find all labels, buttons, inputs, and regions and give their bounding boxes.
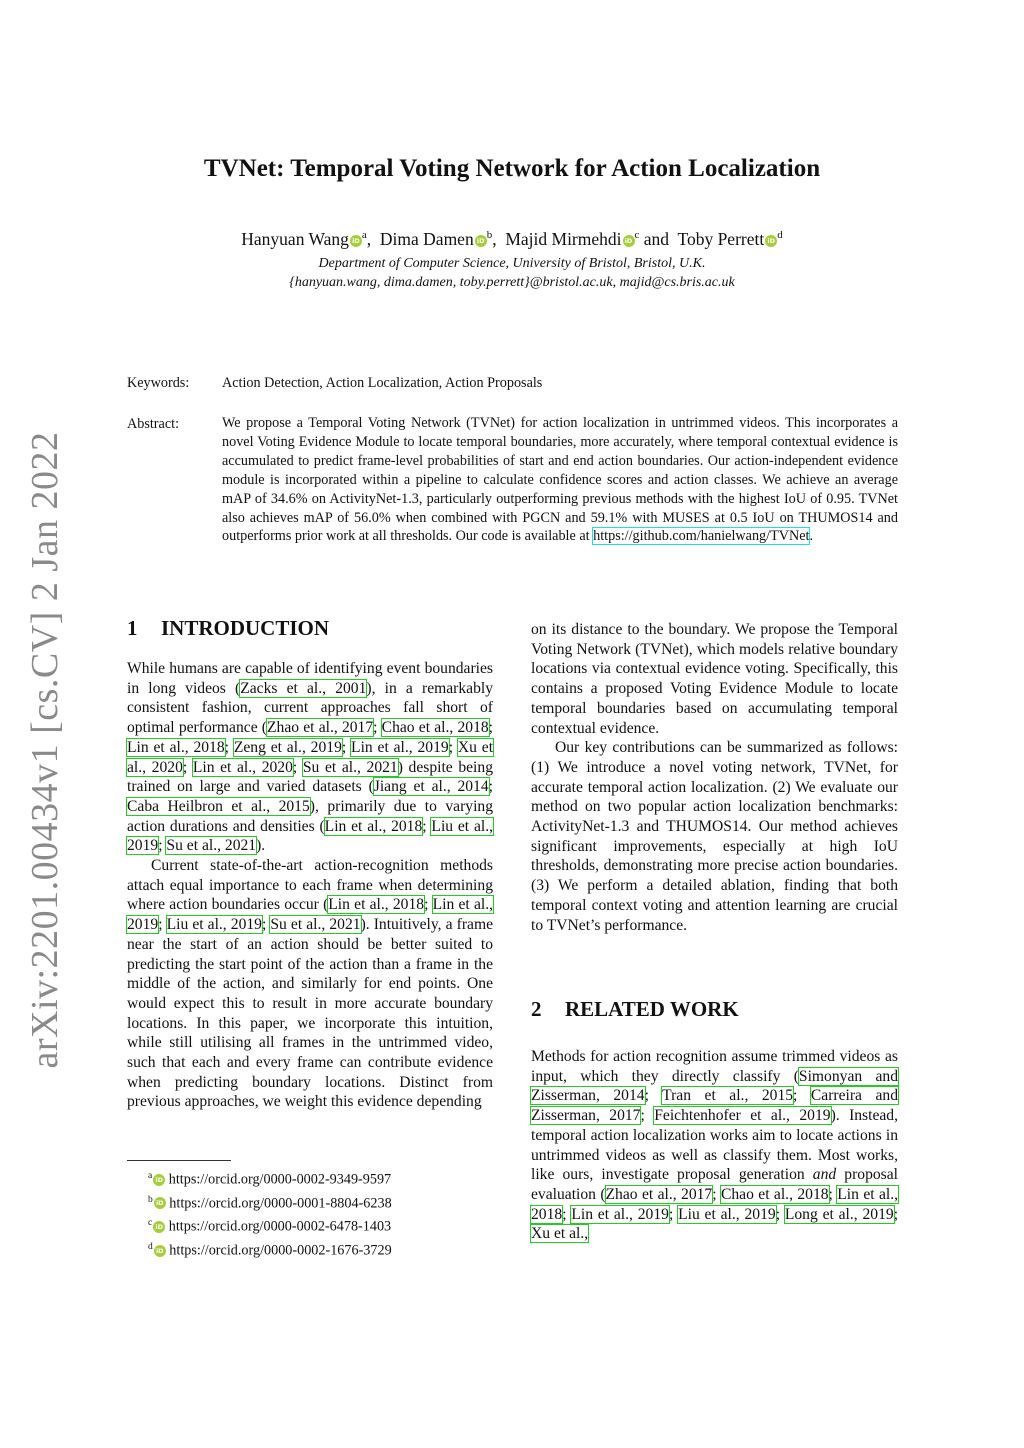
text-run: ; [640,1107,655,1125]
citation-link[interactable]: Lin et al., 2019 [127,896,493,934]
citation-link[interactable]: Xu et al., [531,1225,589,1243]
footnote: $^b$ iD https://orcid.org/0000-0001-8804-6238 [148,1194,392,1212]
text-run: ). [256,837,266,855]
text-run: ; [488,778,493,796]
text-run: ; [158,916,167,934]
text-run: on its distance to the boundary. We propose the Temporal Voting Network (TVNet), which models relative boundary locations via contextual evidence voting. Specifically, this contains a proposed Voting Evidence Module to locate temporal boundaries based on accumulating temporal contextual evidence. [531,621,898,737]
citation-link[interactable]: Su et al., 2021 [270,916,361,934]
citation-link[interactable]: Xu et al., 2020 [127,738,494,776]
citation-link[interactable]: Zhao et al., 2017 [267,719,374,737]
citation-link[interactable]: Simonyan and Zisserman, 2014 [531,1067,898,1105]
text-run: ; [224,738,234,756]
citation-link[interactable]: Lin et al., 2019 [351,738,449,756]
text-run: Our key contributions can be summarized as follows: (1) We introduce a novel voting network, TVNet, for accurate temporal action localization. (2) We evaluate our method on two popular action localization benchmarks: ActivityNet-1.3 and THUMOS14. Our method achieves significant improvements, especially at high IoU thresholds, demonstrating more precise action boundaries. (3) We perform a detailed ablation, finding that both temporal context voting and attention learning are crucial to TVNet’s performance. [531,739,898,934]
paper-title: TVNet: Temporal Voting Network for Action Localization [203,155,821,182]
text-run: ; [261,916,271,934]
section-heading-related-work: 2 RELATED WORK [531,997,739,1021]
text-run: proposal evaluation ( [531,1166,898,1203]
orcid-icon[interactable]: iD [154,1245,166,1257]
text-run: While humans are capable of identifying event boundaries in long videos ( [127,660,493,697]
text-run: ; [668,1205,679,1223]
emphasis-text: and [812,1166,837,1184]
keywords-text: Action Detection, Action Localization, Action Proposals [222,375,543,391]
citation-link[interactable]: Tran et al., 2015 [662,1087,794,1105]
text-run: . [809,528,814,545]
text-run: ; [422,817,432,835]
orcid-link[interactable]: https://orcid.org/0000-0002-1676-3729 [169,1242,392,1259]
author-emails: {hanyuan.wang, dima.damen, toby.perrett}@bristol.ac.uk, majid@cs.bris.ac.uk [289,275,735,290]
footnote: $^c$ iD https://orcid.org/0000-0002-6478-1403 [148,1218,392,1236]
introduction-column-left [127,659,493,1112]
affiliation: Department of Computer Science, University of Bristol, Bristol, U.K. [318,256,706,271]
text-run: ; [158,837,167,855]
orcid-icon[interactable]: iD [350,235,362,247]
footnotes [148,1166,392,1261]
citation-link[interactable]: Liu et al., 2019 [678,1205,776,1223]
citation-link[interactable]: Lin et al., 2019 [571,1205,669,1223]
citation-link[interactable]: Lin et al., 2020 [192,758,293,776]
text-run: Current state-of-the-art action-recognition methods attach equal importance to each frame when determining where action boundaries occur ( [127,857,493,914]
citation-link[interactable]: Long et al., 2019 [784,1205,894,1223]
section-heading-introduction: 1 INTRODUCTION [127,616,330,640]
citation-link[interactable]: Caba Heilbron et al., 2015 [127,797,310,815]
author: Hanyuan Wang iD $^a$ [241,229,367,249]
paragraph [127,659,493,856]
text-run: ), in a remarkably consistent fashion, current approaches fall short of optimal performance ( [127,679,494,737]
footnote: $^d$ iD https://orcid.org/0000-0002-1676-3729 [148,1242,392,1259]
introduction-column-right [531,620,898,935]
citation-link[interactable]: Lin et al., 2018 [531,1185,899,1223]
text-run: ; [644,1087,663,1105]
text-run: ; [341,738,352,756]
orcid-icon[interactable]: iD [623,235,635,247]
text-run: ; [793,1087,811,1105]
text-run: ; [712,1185,721,1203]
orcid-icon[interactable]: iD [475,235,487,247]
orcid-icon[interactable]: iD [153,1221,165,1233]
author: Dima Damen iD $^b$ [379,229,493,249]
orcid-link[interactable]: https://orcid.org/0000-0001-8804-6238 [169,1195,392,1212]
text-run: ) despite being trained on large and varied datasets ( [127,758,493,796]
paragraph [531,620,898,738]
text-run: We propose a Temporal Voting Network (TVNet) for action localization in untrimmed videos. This incorporates a novel Voting Evidence Module to locate temporal boundaries, more accurately, where temporal contextual evidence is accumulated to predict frame-level probabilities of start and end action boundaries. Our action-independent evidence module is incorporated within a pipeline to calculate confidence scores and action classes. We achieve an average mAP of 34.6% on ActivityNet-1.3, particularly outperforming previous methods with the highest IoU of 0.95. TVNet also achieves mAP of 56.0% when combined with PGCN and 59.1% with MUSES at 0.5 IoU on THUMOS14 and outperforms prior work at all thresholds. Our code is available at [222,415,898,545]
citation-link[interactable]: Zacks et al., 2001 [240,679,367,697]
text-run: ; [893,1205,899,1223]
text-run: ; [373,719,382,737]
text-run: ; [182,758,193,776]
text-run: ; [424,896,433,914]
abstract-label: Abstract: [127,416,180,432]
text-run: ; [448,738,458,756]
citation-link[interactable]: Su et al., 2021 [166,837,257,855]
arxiv-side-stamp [20,431,70,1069]
text-run: ; [292,758,303,776]
citation-link[interactable]: Zhao et al., 2017 [605,1185,713,1203]
citation-link[interactable]: Lin et al., 2018 [127,738,225,756]
footnote-divider [127,1160,231,1161]
citation-link[interactable]: Jiang et al., 2014 [373,778,489,796]
citation-link[interactable]: Feichtenhofer et al., 2019 [654,1107,831,1125]
author-list: Hanyuan Wang iD $^a$, Dima Damen iD $^b$, Majid Mirmehdi iD $^c$ and Toby Perrett iD $^d$ [241,229,783,249]
text-run: Methods for action recognition assume trimmed videos as input, which they directly classify ( [531,1048,898,1085]
text-run: ). Instead, temporal action localization works aim to locate actions in untrimmed videos as well as classify them. Most works, like ours, investigate proposal generation [531,1107,898,1184]
footnote: $^a$ iD https://orcid.org/0000-0002-9349-9597 [148,1171,392,1188]
orcid-icon[interactable]: iD [765,235,777,247]
citation-link[interactable]: Lin et al., 2018 [324,817,423,835]
citation-link[interactable]: Su et al., 2021 [302,758,398,776]
author: Toby Perrett iD $^d$ [677,229,783,249]
citation-link[interactable]: Chao et al., 2018 [720,1185,829,1203]
paragraph [127,856,493,1112]
citation-link[interactable]: Lin et al., 2018 [328,896,425,914]
citation-link[interactable]: Zeng et al., 2019 [233,738,342,756]
citation-link[interactable]: Liu et al., 2019 [166,916,262,934]
orcid-icon[interactable]: iD [154,1197,166,1209]
text-run: ), primarily due to varying action durations and densities ( [127,797,493,835]
code-url-link[interactable]: https://github.com/hanielwang/TVNet [593,528,810,545]
paragraph [531,738,898,935]
text-run: ; [488,719,494,737]
text-run: ; [775,1205,785,1223]
abstract-text [222,414,898,546]
citation-link[interactable]: Chao et al., 2018 [381,719,489,737]
text-run: ; [828,1185,838,1203]
keywords-label: Keywords: [127,375,190,391]
arxiv-id-text: arXiv:2201.00434v1 [cs.CV] 2 Jan 2022 [24,431,66,1069]
related-work-column [531,1047,898,1244]
orcid-link[interactable]: https://orcid.org/0000-0002-9349-9597 [168,1171,392,1188]
paragraph [531,1047,898,1244]
orcid-icon[interactable]: iD [153,1174,165,1186]
text-run: ). Intuitively, a frame near the start of an action should be better suited to predicting the start point of the action than a frame in the middle of the action, and similarly for end points. One would expect this to result in more accurate boundary locations. In this paper, we incorporate this intuition, while still utilising all frames in the untrimmed video, such that each and every frame can contribute evidence when predicting boundary locations. Distinct from previous approaches, we weight this evidence depending [127,916,493,1111]
author: Majid Mirmehdi iD $^c$ [505,229,640,249]
orcid-link[interactable]: https://orcid.org/0000-0002-6478-1403 [168,1219,392,1236]
text-run: ; [562,1205,572,1223]
citation-link[interactable]: Carreira and Zisserman, 2017 [531,1087,898,1125]
citation-link[interactable]: Liu et al., 2019 [127,817,494,855]
